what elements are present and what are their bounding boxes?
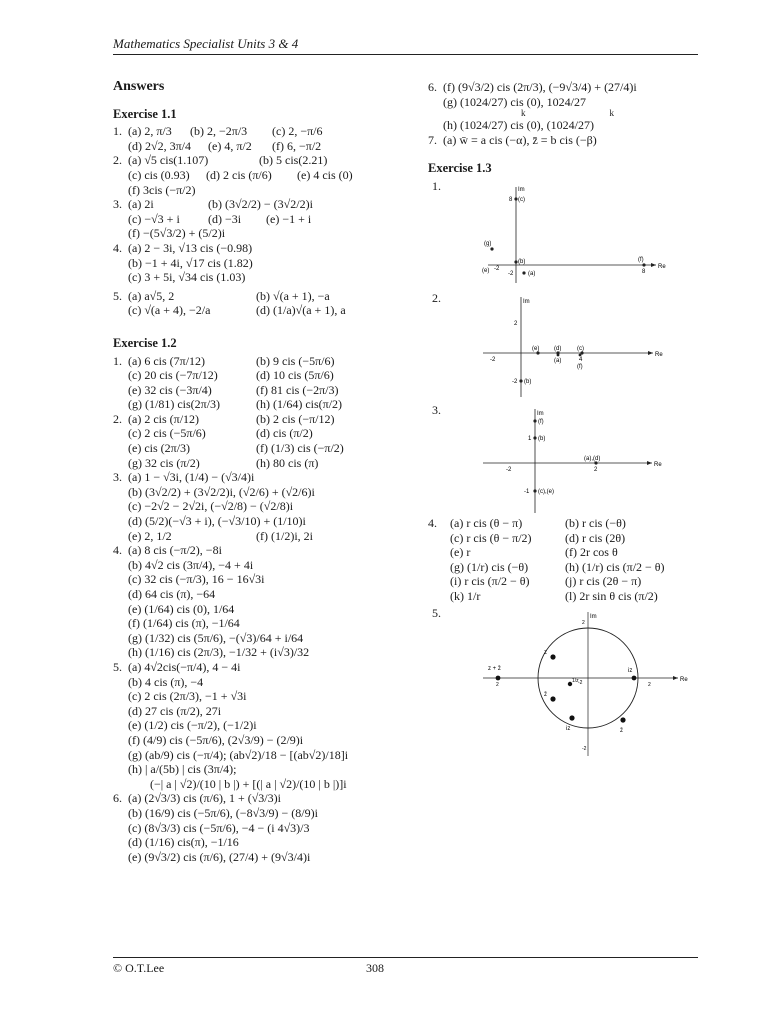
ex13-q1 — [428, 179, 708, 291]
point-label: (f) — [577, 363, 583, 370]
tick-label: -2 — [582, 745, 587, 752]
tick-label: -2 — [494, 265, 500, 272]
point-label: z̄ — [544, 691, 547, 698]
point-a — [557, 354, 560, 357]
answer-cell: (b) 2, −2π/3 — [190, 124, 248, 139]
answer-row — [428, 574, 708, 589]
answer-row — [113, 183, 413, 198]
answer-row — [113, 806, 413, 821]
tick-label: 2 — [496, 681, 499, 688]
point-label: (b) — [518, 258, 526, 265]
answer-cell: (a) 2 cis (π/12) — [128, 411, 200, 426]
answer-row — [113, 241, 413, 256]
point-z-zbar — [632, 675, 637, 680]
answer-row — [113, 426, 413, 441]
point-b — [514, 260, 517, 263]
answer-row — [113, 821, 413, 836]
answer-row — [113, 704, 413, 719]
answer-row — [113, 226, 413, 241]
question-number: 3. — [113, 470, 122, 485]
answer-cell: (c) 32 cis (−π/3), 16 − 16√3i — [128, 572, 265, 587]
answer-cell: (f) 81 cis (−2π/3) — [256, 382, 339, 397]
answer-cell: (d) −3i — [208, 211, 242, 226]
ex13-q3 — [428, 403, 708, 516]
answer-row — [113, 835, 413, 850]
answer-row — [113, 558, 413, 573]
answer-cell: (a) (2√3/3) cis (π/6), 1 + (√3/3)i — [128, 791, 281, 806]
answer-row — [428, 545, 708, 560]
answer-cell: (c) 2, −π/6 — [272, 124, 323, 139]
answer-cell: (h) 80 cis (π) — [256, 455, 319, 470]
point-label: z — [544, 649, 547, 656]
exercise-1-3-title: Exercise 1.3 — [428, 161, 492, 176]
answer-cell: (i) r cis (π/2 − θ) — [450, 574, 530, 589]
answer-row — [428, 95, 708, 110]
answers-title: Answers — [113, 79, 165, 94]
point-label: (f) — [638, 256, 644, 263]
answer-row — [113, 168, 413, 183]
tick-label: 2 — [582, 619, 585, 626]
answer-cell: (b) 9 cis (−5π/6) — [256, 353, 335, 368]
answer-row — [113, 572, 413, 587]
ex11-q2 — [113, 153, 413, 197]
answer-cell: (f) 3cis (−π/2) — [128, 182, 196, 197]
answer-cell: (c) 20 cis (−7π/12) — [128, 368, 218, 383]
answer-cell: (c) 3 + 5i, √34 cis (1.03) — [128, 270, 246, 285]
answer-row — [113, 368, 413, 383]
exercise-1-1-title: Exercise 1.1 — [113, 106, 177, 121]
answer-row — [113, 791, 413, 806]
answer-row — [428, 531, 708, 546]
answer-cell: (d) cis (π/2) — [256, 426, 313, 441]
answer-row — [428, 589, 708, 604]
page-number: 308 — [366, 961, 384, 975]
answer-cell: (f) (1/3) cis (−π/2) — [256, 441, 344, 456]
answer-cell: (b) √(a + 1), −a — [256, 288, 330, 303]
tick-label: 1 — [528, 435, 532, 442]
answer-cell: (c) −√3 + i — [128, 211, 180, 226]
answer-cell: (k) 1/r — [450, 588, 481, 603]
answer-cell: (e) 4, π/2 — [208, 138, 252, 153]
question-number: 3. — [432, 402, 441, 417]
question-number: 5. — [432, 605, 441, 620]
exercise-1-2-title: Exercise 1.2 — [113, 335, 177, 350]
answer-cell: (j) r cis (2θ − π) — [565, 574, 642, 589]
answer-row — [113, 485, 413, 500]
answer-row — [113, 441, 413, 456]
answer-row — [113, 383, 413, 398]
tick-label: -2 — [508, 270, 514, 277]
answer-cell: (a) 2 − 3i, √13 cis (−0.98) — [128, 240, 253, 255]
answer-row — [113, 543, 413, 558]
answer-row — [113, 256, 413, 271]
point-label: (c) — [577, 345, 584, 352]
answer-cell: (a) 8 cis (−π/2), −8i — [128, 543, 222, 558]
question-number: 2. — [113, 153, 122, 168]
ex11-q1 — [113, 124, 413, 153]
answer-cell: (c) 2 cis (−5π/6) — [128, 426, 206, 441]
answer-cell: (a) a√5, 2 — [128, 288, 175, 303]
question-number: 4. — [113, 543, 122, 558]
answer-row — [113, 631, 413, 646]
point-f — [579, 354, 582, 357]
answer-row — [113, 470, 413, 485]
answer-row — [113, 689, 413, 704]
answer-row — [113, 270, 413, 285]
answer-cell: (h) | a/(5b) | cis (3π/4); — [128, 762, 237, 777]
ex12-q4 — [113, 543, 413, 660]
answer-row — [113, 124, 413, 139]
answer-cell: (f) 2r cos θ — [565, 545, 618, 560]
superscript-k: k — [521, 108, 526, 119]
point-b — [533, 436, 536, 439]
answer-cell: (b) (3√2/2) + (3√2/2)i, (√2/6) + (√2/6)i — [128, 484, 315, 499]
answer-row — [113, 529, 413, 544]
answer-cell: (a) 2, π/3 — [128, 124, 172, 139]
answer-cell: (f) −(5√3/2) + (5/2)i — [128, 226, 226, 241]
ex11-q5 — [113, 289, 413, 318]
answer-cell: (e) (1/64) cis (0), 1/64 — [128, 601, 235, 616]
header-rule — [113, 54, 698, 55]
answer-row — [113, 748, 413, 763]
answer-cell: (e) r — [450, 545, 471, 560]
point-label: (a) — [528, 270, 536, 277]
argand-diagram-1 — [478, 179, 678, 291]
answer-cell: (h) (1/16) cis (2π/3), −1/32 + (i√3)/32 — [128, 645, 310, 660]
right-column — [428, 80, 708, 756]
question-number: 6. — [428, 80, 437, 94]
answer-row — [113, 289, 413, 304]
answer-cell: (b) −1 + 4i, √17 cis (1.82) — [128, 255, 253, 270]
point-f — [533, 419, 536, 422]
answer-cell: (f) (1/2)i, 2i — [256, 528, 313, 543]
ex11-q3 — [113, 197, 413, 241]
point-iz — [569, 715, 574, 720]
answer-cell: (e) 32 cis (−3π/4) — [128, 382, 212, 397]
question-number: 1. — [113, 353, 122, 368]
real-axis-arrow — [673, 676, 678, 680]
question-number: 7. — [428, 132, 437, 147]
point-c-e — [533, 489, 536, 492]
answer-cell: (b) (16/9) cis (−5π/6), (−8√3/9) − (8/9)i — [128, 805, 318, 820]
answer-cell: (g) (1/r) cis (−θ) — [450, 559, 529, 574]
answer-cell: (d) (5/2)(−√3 + i), (−√3/10) + (1/10)i — [128, 514, 306, 529]
answer-cell: (a) √5 cis(1.107) — [128, 153, 209, 168]
point-label: (g) — [484, 240, 492, 247]
tick-label: -2 — [490, 356, 496, 363]
answer-row — [428, 133, 708, 148]
answer-cell: (b) (3√2/2) − (3√2/2)i — [208, 197, 313, 212]
footer-rule — [113, 957, 698, 958]
answer-row — [113, 397, 413, 412]
answer-row — [113, 777, 413, 792]
answer-cell: (d) 64 cis (π), −64 — [128, 587, 216, 601]
answer-row — [113, 602, 413, 617]
point-label: z + z̄ — [488, 665, 501, 672]
answer-cell: (f) (1/64) cis (π), −1/64 — [128, 616, 240, 631]
answer-cell: (c) √(a + 4), −2/a — [128, 303, 211, 318]
real-axis-arrow — [651, 263, 656, 267]
answer-row — [113, 303, 413, 318]
ex12-q6 — [113, 791, 413, 864]
tick-label: -2 — [578, 679, 583, 686]
answer-cell: (d) 27 cis (π/2), 27i — [128, 703, 222, 718]
tick-label: 8 — [509, 196, 513, 203]
tick-label: -2 — [512, 378, 518, 385]
question-number: 1. — [113, 124, 122, 139]
answer-cell: (c) (8√3/3) cis (−5π/6), −4 − (i 4√3)/3 — [128, 820, 310, 835]
imag-axis-label: Im — [518, 186, 525, 193]
tick-label: -1 — [524, 488, 530, 495]
answer-cell: (h) (1/64) cis(π/2) — [256, 397, 343, 412]
answer-cell: (a) 4√2cis(−π/4), 4 − 4i — [128, 659, 241, 674]
answer-row — [113, 153, 413, 168]
answer-cell: (g) (1/32) cis (5π/6), −(√3)/64 + i/64 — [128, 630, 304, 645]
question-number: 6. — [113, 791, 122, 806]
argand-diagram-2 — [478, 291, 678, 403]
answer-cell: (e) cis (2π/3) — [128, 441, 191, 456]
point-label: (b) — [538, 435, 546, 442]
ex11-q4 — [113, 241, 413, 285]
ex12-q5 — [113, 660, 413, 791]
answer-row — [113, 587, 413, 602]
tick-label: 2 — [648, 681, 651, 688]
imag-axis-label: Im — [537, 410, 544, 417]
left-column — [113, 80, 413, 864]
point-b — [519, 379, 522, 382]
point-label: (c),(e) — [538, 488, 554, 495]
answer-row — [113, 645, 413, 660]
question-number: 4. — [428, 515, 437, 530]
answer-cell: (d) r cis (2θ) — [565, 530, 626, 545]
answer-cell: (b) 4√2 cis (3π/4), −4 + 4i — [128, 557, 254, 572]
answer-cell: (g) (1024/27) cis (0), 1024/27 — [443, 94, 586, 109]
question-number: 5. — [113, 288, 122, 303]
answer-cell: (d) (1/a)√(a + 1), a — [256, 303, 346, 318]
answer-row — [113, 850, 413, 865]
question-number: 3. — [113, 197, 122, 212]
answer-cell: (g) (ab/9) cis (−π/4); (ab√2)/18 − [(ab√2)/18]i — [128, 747, 349, 762]
answer-row — [113, 762, 413, 777]
answer-row — [113, 660, 413, 675]
answer-cell: (b) 5 cis(2.21) — [259, 153, 328, 168]
point-z — [550, 654, 555, 659]
answer-cell: (a) 6 cis (7π/12) — [128, 353, 206, 368]
argand-diagram-3 — [478, 403, 678, 516]
answer-row — [113, 197, 413, 212]
point-label: z̄ — [620, 727, 623, 734]
answer-cell: (d) (1/16) cis(π), −1/16 — [128, 835, 239, 850]
point-zbar — [550, 696, 555, 701]
answer-cell: (c) 2 cis (2π/3), −1 + √3i — [128, 689, 247, 704]
ex13-q5 — [428, 606, 708, 756]
answer-cell: (f) (9√3/2) cis (2π/3), (−9√3/4) + (27/4)i — [443, 80, 637, 94]
answer-row — [113, 733, 413, 748]
answer-cell: (e) 4 cis (0) — [297, 167, 353, 182]
answer-cell: (d) 2 cis (π/6) — [206, 167, 272, 182]
answer-row — [113, 456, 413, 471]
ex13-q4 — [428, 516, 708, 604]
imag-axis-label: Im — [590, 613, 597, 620]
answer-row — [113, 616, 413, 631]
answer-cell: (a) 2i — [128, 197, 154, 212]
point-label: iz — [628, 667, 633, 674]
answer-cell: (b) r cis (−θ) — [565, 515, 626, 530]
point-g — [490, 247, 493, 250]
point-label: (a) — [554, 357, 562, 364]
tick-label: 2 — [594, 466, 598, 473]
real-axis-label: Re — [658, 263, 666, 270]
answer-cell: (d) 10 cis (5π/6) — [256, 368, 334, 383]
copyright: © O.T.Lee — [113, 961, 165, 975]
answer-cell: (f) 6, −π/2 — [272, 138, 322, 153]
answer-cell: (h) (1024/27) cis (0), (1024/27) — [443, 118, 594, 133]
real-axis-arrow — [648, 351, 653, 355]
tick-label: 4 — [579, 356, 583, 363]
answer-row — [428, 516, 708, 531]
answer-row — [113, 718, 413, 733]
tick-label: -2 — [506, 466, 512, 473]
answer-cell: (e) (1/2) cis (−π/2), (−1/2)i — [128, 718, 257, 733]
point-label: (c) — [518, 196, 525, 203]
point-zbar-squared — [620, 717, 625, 722]
question-number: 4. — [113, 240, 122, 255]
answer-cell: (a) r cis (θ − π) — [450, 515, 523, 530]
imag-axis-label: Im — [523, 298, 530, 305]
answer-cell: (e) 2, 1/2 — [128, 528, 172, 543]
point-a — [522, 271, 525, 274]
answer-row — [113, 212, 413, 227]
point-f — [642, 263, 645, 266]
answer-cell: (e) −1 + i — [266, 211, 312, 226]
real-axis-label: Re — [655, 351, 663, 358]
ex13-q2 — [428, 291, 708, 403]
question-number: 2. — [113, 411, 122, 426]
real-axis-label: Re — [680, 676, 688, 683]
point-label: (a),(d) — [584, 455, 601, 462]
ex12-q2 — [113, 412, 413, 470]
answer-cell: (a) 1 − √3i, (1/4) − (√3/4)i — [128, 470, 255, 485]
ex12-q3 — [113, 470, 413, 543]
point-label: (b) — [524, 378, 532, 385]
point-label: (e) — [482, 267, 490, 274]
answer-row — [113, 139, 413, 154]
answer-row — [428, 118, 708, 133]
question-number: 2. — [432, 290, 441, 305]
answer-cell: (b) 2 cis (−π/12) — [256, 411, 335, 426]
answer-row — [113, 412, 413, 427]
tick-label: 8 — [642, 268, 646, 275]
point-label: 1/z — [572, 677, 579, 684]
ex12-cont-q6 — [428, 80, 708, 133]
answer-cell: (−| a | √2)/(10 | b |) + [(| a | √2)/(10 | b |)]i — [150, 776, 347, 791]
answer-row — [113, 499, 413, 514]
question-number: 1. — [432, 178, 441, 193]
point-label: (e) — [532, 345, 540, 352]
point-label: (d) — [554, 345, 562, 352]
answer-cell: (d) 2√2, 3π/4 — [128, 138, 191, 153]
answer-cell: (b) 4 cis (π), −4 — [128, 674, 204, 689]
ex12-cont-q7 — [428, 133, 708, 148]
answer-cell: (g) (1/81) cis(2π/3) — [128, 397, 221, 412]
answer-row — [113, 675, 413, 690]
answer-cell: (c) r cis (θ − π/2) — [450, 530, 532, 545]
answer-cell: (a) w̄ = a cis (−α), z̄ = b cis (−β) — [443, 132, 597, 147]
answer-cell: (g) 32 cis (π/2) — [128, 455, 200, 470]
real-axis-arrow — [647, 461, 652, 465]
answer-cell: (c) −2√2 − 2√2i, (−√2/8) − (√2/8)i — [128, 499, 294, 514]
tick-label: 2 — [514, 320, 518, 327]
ex12-q1 — [113, 354, 413, 412]
answer-row — [113, 354, 413, 369]
superscript-row — [428, 109, 708, 118]
running-header: Mathematics Specialist Units 3 & 4 — [113, 36, 299, 51]
question-number: 5. — [113, 659, 122, 674]
superscript-k: k — [609, 108, 614, 119]
answer-row — [113, 514, 413, 529]
point-label: (f) — [538, 418, 544, 425]
answer-cell: (h) (1/r) cis (π/2 − θ) — [565, 559, 665, 574]
answer-cell: (f) (4/9) cis (−5π/6), (2√3/9) − (2/9)i — [128, 732, 304, 747]
point-label: iz — [566, 725, 571, 732]
point-z-plus-zbar — [496, 675, 501, 680]
answer-cell: (l) 2r sin θ cis (π/2) — [565, 588, 658, 603]
answer-cell: (e) (9√3/2) cis (π/6), (27/4) + (9√3/4)i — [128, 849, 311, 864]
answer-row — [428, 80, 708, 95]
real-axis-label: Re — [654, 461, 662, 468]
answer-row — [428, 560, 708, 575]
answer-cell: (c) cis (0.93) — [128, 167, 190, 182]
argand-diagram-5 — [478, 610, 698, 760]
